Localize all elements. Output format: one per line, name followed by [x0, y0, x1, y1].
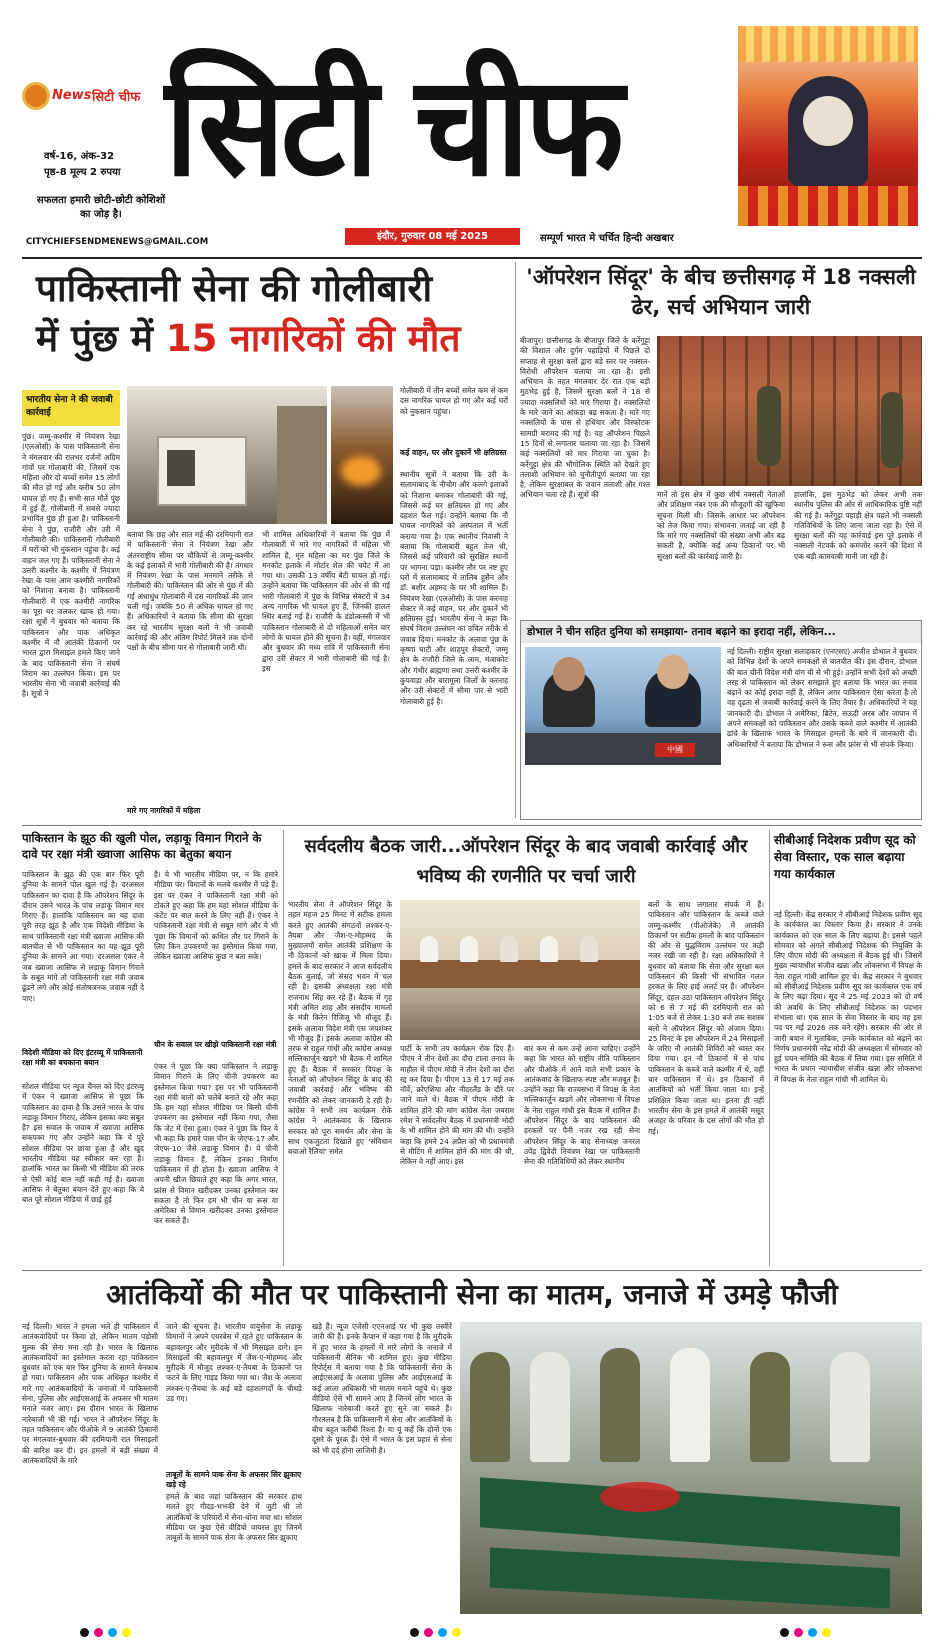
story3-photo: [525, 647, 721, 765]
divider: [769, 830, 770, 1266]
story1-col4b: स्थानीय सूत्रों ने बताया कि उरी के सलामाबाद के नीचोग और कलगे इलाकों को निशाना बनाकर गोलाबारी की गई, जिससे कई घर क्षतिग्रस्त हो गए और दहशत फैल गई। उन्होंने बताया कि नौ घायल नागरिकों को अस्पताल में भर्ती कराया गया है। एक स्थानीय निवासी ने बताया कि गोलाबारी बहुत तेज थी, जिससे कई परिवारों को सुरक्षित स्थानों पर भागना पड़ा। कश्मीर तौर पर नष्ट हुए घरों में सलामाबाद में तालिब हुसैन और डॉ. बशीर अहमद के घर भी शामिल हैं। नियंत्रण रेखा (एलओसी) के पास करनाह सेक्टर में कई वाहन, घर और दुकानें भी क्षतिग्रस्त हुई। भारतीय सेना ने कहा कि संघर्ष विराम उल्लंघन का उचित तरीके से जवाब दिया। मनकोट के अलावा पुंछ के कृष्णा घाटी और शाहपुर सेक्टरों, जम्मू क्षेत्र के राजौरी जिले के लाम, मंजाकोट और गंभीर ब्राह्मणा तथा उत्तरी कश्मीर के कुपवाड़ा और बारामूला जिलों के करनाह और उरी सेक्टरों में सीमा पार से भारी गोलाबारी हुई है।: [400, 470, 508, 706]
motto: सफलता हमारी छोटी-छोटी कोशिशों का जोड़ है।: [36, 195, 166, 220]
story-doval: [520, 620, 922, 820]
divider: [22, 1270, 922, 1271]
registration-dot: [438, 1628, 447, 1637]
registration-dot: [822, 1628, 831, 1637]
story4-headline: पाकिस्तान के झूठ की खुली पोल, लड़ाकू विमान गिराने के दावे पर रक्षा मंत्री ख्वाजा आसिफ का बेतुका बयान: [22, 831, 262, 861]
logo-circle-icon: [22, 82, 50, 110]
story-pakistan-firing: [22, 262, 512, 822]
story5-col1: भारतीय सेना ने ऑपरेशन सिंदूर के तहत महज 25 मिनट में सटीक हमला करते हुए आतंकी संगठनों लश्कर-ए-तैयबा और जैश-ए-मोहम्मद के मुख्यालयों समेत आतंकी प्रशिक्षण के नौ ठिकानों को खाक में मिला दिया। हमले के बाद सरकार ने आज सर्वदलीय बैठक बुलाई, जो संसद भवन में चल रही है। इसकी अध्यक्षता रक्षा मंत्री राजनाथ सिंह कर रहे हैं। बैठक में गृह मंत्री अमित शाह और संसदीय मामलों के मंत्री किरेन रिजिजू भी मौजूद हैं। इसके अलावा विदेश मंत्री एस जयशंकर भी मौजूद हैं। इसके अलावा कांग्रेस की तरफ से राहुल गांधी और कांग्रेस अध्यक्ष मल्लिकार्जुन खड़गे भी बैठक में शामिल हुए हैं। बैठक में सरकार विपक्ष के नेताओं को ऑपरेशन सिंदूर के बाद की जवाबी कार्रवाई और भविष्य की रणनीति को लेकर जानकारी दे रही है। कांग्रेस ने सभी तय कार्यक्रम रोके कांग्रेस ने आतंकवाद के खिलाफ सरकार को पूरा समर्थन और सेना के साथ एकजुटता दिखाते हुए 'संविधान बचाओ रैलियां' समेत: [288, 900, 392, 1157]
story4-col1: पाकिस्तान के झूठ की एक बार फिर पूरी दुनिया के सामने पोल खुल गई है। दरअसल पाकिस्तान का दावा है कि ऑपरेशन सिंदूर के दौरान उसने भारत के पांच लड़ाकू विमान मार गिराए हैं। हालांकि पाकिस्तान का यह दावा पूरी तरह झूठ है और एक विदेशी मीडिया के साथ पाकिस्तानी रक्षा मंत्री ख्वाजा आसिफ की बातचीत से भी पाकिस्तान का यह झूठ पूरी दुनिया के सामने आ गया। दरअसल एंकर ने जब ख्वाजा आसिफ से लड़ाकू विमान गिराने के सबूत मांगे तो पाकिस्तानी रक्षा मंत्री जवाब ढूंढने लगे और कोई संतोषजनक जवाब नहीं दे पाए।: [22, 870, 144, 1003]
story2-col2: मानें तो इस क्षेत्र में कुछ शीर्ष नक्सली नेताओं और प्रशिक्षण नंबर एक की मौजूदगी की खुफिया सूचना मिली थी। जिसके आधार पर ऑपरेशन को तेज किया गया। संभावना जताई जा रही है कि मारे गए नक्सलियों की संख्या अभी और बढ़ सकती है, क्योंकि कई अन्य ठिकानों पर भी सुरक्षा बलों की कार्रवाई जारी है।: [657, 490, 785, 561]
logo: [22, 80, 162, 114]
story1-headline-line2: [36, 316, 460, 362]
story3-photo-label: 中國: [655, 743, 695, 757]
story4-col2-sub: चीन के सवाल पर खीझे पाकिस्तानी रक्षा मंत्री: [154, 1040, 277, 1049]
story7-col1: नई दिल्ली। भारत ने हमला भले ही पाकिस्तान में आतंकवादियों पर किया हो, लेकिन मातम पड़ोसी मुल्क की सेना मना रही है। भारत के खिलाफ आतंकवादियों का इस्तेमाल करता रहा पाकिस्तान बुधवार को एक बार फिर दुनिया के सामने बेनकाब हो गया। पाकिस्तान और पाक अधिकृत कश्मीर में मारे गए आतंकवादियों के जनाजों में पाकिस्तानी सेना, पुलिस और आईएसआई के अफसर भी मातम मनाते नजर आए। इस दौरान भारत के खिलाफ नारेबाजी भी की गई। भारत ने ऑपरेशन सिंदूर के तहत पाकिस्तान और पीओके में 9 आतंकी ठिकानों पर मंगलवार-बुधवार की दरमियानी रात मिसाइलों की बारिश कर दी। इन हमलों में बड़ी संख्या में आतंकवादियों के मारे: [22, 1322, 158, 1465]
pages-price: पृष्ठ-8 मूल्य 2 रुपया: [44, 167, 121, 178]
story7-col2-sub: ताबूतों के सामने पाक सेना के अफसर सिर झुकाए खड़े रहे: [166, 1470, 302, 1489]
registration-dot: [108, 1628, 117, 1637]
divider: [22, 825, 922, 826]
masthead-rule: [22, 257, 922, 259]
story-all-party-meeting: [288, 832, 764, 1266]
story1-col4a: गोलीबारी में तीन बच्चों समेत कम से कम दस नागरिक घायल हो गए और कई घरों को नुकसान पहुंचा।: [400, 386, 508, 416]
story2-headline: 'ऑपरेशन सिंदूर' के बीच छत्तीसगढ़ में 18 नक्सली ढेर, सर्च अभियान जारी: [526, 265, 916, 319]
story-cbi-director: [774, 832, 922, 1266]
story1-kicker: भारतीय सेना ने की जवाबी कार्रवाई: [22, 390, 120, 426]
story5-col3: बार कम से कम उन्हें आना चाहिए। उन्होंने कहा कि भारत को राष्ट्रीय नीति पाकिस्तान और पीओके में आने वाले सभी प्रकार के आतंकवाद के खिलाफ स्पष्ट और मजबूत है। उन्होंने कहा कि राज्यसभा में विपक्ष के नेता मल्लिकार्जुन खड़गे और लोकसभा में विपक्ष के नेता राहुल गांधी इस बैठक में शामिल हैं। ऑपरेशन सिंदूर के बाद पाकिस्तान की हरकतों पर पैनी नजर रख रही सेना ऑपरेशन सिंदूर के बाद सेनाध्यक्ष जनरल उपेंद्र द्विवेदी नियंत्रण रेखा पर पाकिस्तानी सेना की गतिविधियों को लेकर स्थानीय: [524, 1044, 640, 1167]
story7-col3: खड़े हैं। न्यूज एजेंसी एएनआई पर भी कुछ तस्वीरें जारी की हैं। इनके कैप्शन में कहा गया है कि मुरीदके में हुए भारत के हमलों में मारे लोगों के जनाजे में पाकिस्तानी सैनिक भी शामिल हुए। कुछ मीडिया रिपोर्ट्स में बताया गया है कि पाकिस्तानी सेना के आईएसआई के अलावा पुलिस और आईएसआई के कई आला अधिकारी भी मातम मनाने पहुंचे थे। कुछ वीडियो ऐसे भी सामने आए हैं जिनमें लोग भारत के खिलाफ नारेबाजी करते हुए सुने जा सकते हैं। गौरतलब है कि पाकिस्तानी में सेना और आतंकियों के बीच बहुत करीबी रिश्ता है। या यूं कहें कि दोनों एक दूसरे के पूरक हैं। ऐसे में भारत के इस प्रहार से सेना को भी दर्द होना लाजिमी है।: [312, 1322, 452, 1455]
story-terrorist-funeral: [22, 1272, 922, 1622]
registration-dot: [780, 1628, 789, 1637]
masthead-title: सिटी चीफ: [165, 46, 621, 208]
story1-headline-line1: पाकिस्तानी सेना की गोलीबारी: [36, 267, 433, 310]
story7-col2: जाने की सूचना है। भारतीय वायुसेना के लड़ाकू विमानों ने अपने एयरबेस में रहते हुए पाकिस्तान के बहावलपुर और मुरीदके में भी मिसाइल दागे। इन मिसाइलों की बहावलपुर में जैश-ए-मोहम्मद और मुरीदके में मौजूद लश्कर-ए-तैयबा के ठिकानों पर फटने के लिए गाइड किया गया था। जैश के अलावा लश्कर-ए-तैयबा के कई बड़े दहशतगर्दों के चीथड़े उड़ गए।: [166, 1322, 302, 1404]
registration-dot: [424, 1628, 433, 1637]
story4-col2b: एंकर ने पूछा कि क्या पाकिस्तान ने लड़ाकू विमान गिराने के लिए चीनी उपकरण का इस्तेमाल किया गया? इस पर भी पाकिस्तानी रक्षा मंत्री बातों को चलेबे बनाते रहे और कहा कि हम यहां सोशल मीडिया पर किसी चीनी उपकरण का इस्तेमाल नहीं किया गया, जैसा कि जेट में ऐसा हुआ। एंकर ने पूछा कि फिर ये भी कहा कि हमारे पास चीन के जेएफ-17 और जेएफ-10 जैसे लड़ाकू विमान हैं। ये चीनी लड़ाकू विमान हैं, लेकिन इनका निर्माण पाकिस्तान में ही होता है। ख्वाजा आसिफ ने अपनी खीज छिपाते हुए कहा कि अगर भारत, फ्रांस से विमान खरीदकर उनका इस्तेमाल कर सकता है तो फिर हम भी चीन या रूस या अमेरिका से विमान खरीदकर उनका इस्तेमाल कर सकते हैं।: [154, 1062, 278, 1226]
story7-headline: आतंकियों की मौत पर पाकिस्तानी सेना का मातम, जनाजे में उमड़े फौजी: [106, 1278, 838, 1311]
story-khawaja-asif: [22, 830, 278, 1266]
registration-dot: [410, 1628, 419, 1637]
email: CITYCHIEFSENDMENEWS@GMAIL.COM: [26, 237, 209, 247]
story5-photo: [400, 900, 640, 1040]
registration-dot: [94, 1628, 103, 1637]
story1-headline-red: 15 नागरिकों की मौत: [165, 317, 461, 360]
story1-col4-sub: कई वाहन, घर और दुकानें भी क्षतिग्रस्त: [400, 448, 507, 457]
edition: वर्ष-16, अंक-32: [44, 151, 115, 162]
logo-name: सिटी चीफ: [92, 90, 141, 105]
story1-photo-1: [127, 386, 327, 524]
masthead: [0, 0, 945, 258]
tagline: सम्पूर्ण भारत मे चर्चित हिन्दी अखबार: [540, 233, 674, 244]
story2-col3: हालांकि, इस मुठभेड़ को लेकर अभी तक स्थानीय पुलिस की ओर से आधिकारिक पुष्टि नहीं की गई है। कर्रेगुट्टा पहाड़ी क्षेत्र पहले भी नक्सली गतिविधियों के लिए जाना जाता रहा है। ऐसे में सुरक्षा बलों की यह कार्रवाई इस पूरे इलाके में नक्सली नेटवर्क को कमजोर करने की दिशा में एक बड़ी कामयाबी मानी जा रही है।: [794, 490, 922, 561]
story2-photo: [657, 336, 922, 486]
story7-photo: [460, 1322, 922, 1614]
story6-headline: सीबीआई निदेशक प्रवीण सूद को सेवा विस्तार, एक साल बढ़ाया गया कार्यकाल: [774, 833, 916, 881]
divider: [515, 262, 516, 818]
story3-headline: डोभाल ने चीन सहित दुनिया को समझाया- तनाव बढ़ाने का इरादा नहीं, लेकिन...: [521, 621, 921, 643]
story1-col2: बताया कि छह और सात मई की दरमियानी रात में पाकिस्तानी सेना ने नियंत्रण रेखा और अंतरराष्ट्रीय सीमा पर चौकियों से जम्मू-कश्मीर के कई इलाकों में भारी गोलीबारी की है। तंगधार में नियंत्रण रेखा के पास मनमाने तरीके से गोलीबारी की। पाकिस्तान की ओर से पुंछ में की गई अंधाधुंध गोलाबारी में दस नागरिकों की जान चली गई। जबकि 50 से अधिक घायल हो गए हैं। अधिकारियों ने बताया कि सीमा की सुरक्षा कर रहे भारतीय सुरक्षा बलों ने भी जवाबी कार्रवाई की और अंतिम रिपोर्ट मिलने तक दोनों पक्षों के बीच सीमा पार से गोलाबारी जारी थी।: [127, 530, 253, 653]
story5-headline: सर्वदलीय बैठक जारी...ऑपरेशन सिंदूर के बाद जवाबी कार्रवाई और भविष्य की रणनीति पर चर्चा जारी: [304, 836, 748, 887]
story5-col2: पार्टी के सभी तय कार्यक्रम रोक दिए हैं। पीएम ने तीन देशों का दौरा टाला तनाव के माहौल में पीएम मोदी ने तीन देशों का दौरा रद्द कर दिया है। पीएम 13 से 17 मई तक नॉर्वे, क्रोएशिया और नीदरलैंड के दौरे पर जाने वाले थे। बैठक में पीएम मोदी के शामिल होने की मांग कांग्रेस नेता जयराम रमेश ने सर्वदलीय बैठक में प्रधानमंत्री मोदी के भी शामिल होने की मांग की थी। उन्होंने कहा कि हमने 24 अप्रैल को भी प्रधानमंत्री से मीटिंग में शामिल होने की मांग की थी, लेकिन वे नहीं आए। इस: [400, 1044, 514, 1167]
registration-dot: [794, 1628, 803, 1637]
story1-col3: भी शामिल अधिकारियों ने बताया कि पुंछ में गोलाबारी में मारे गए नागरिकों में महिला भी शामिल है, मृत महिला का घर पुंछ जिले के मनकोट इलाके में मोर्टार शेल की चपेट में आ गया था। उसकी 13 वर्षीय बेटी घायल हो गई। उन्होंने बताया कि पाकिस्तान की ओर से की गई भारी गोलाबारी में पुंछ के विभिन्न सेक्टरों में 34 अन्य नागरिक भी घायल हुए हैं, जिनकी हालत स्थिर बताई गई है। राजौरी के डंडोत्कस्सी में भी पाकिस्तान गोलाबारी से दो महिलाओं समेत चार लोगों के घायल होने की सूचना है। वहीं, मंगलवार और बुधवार की मध्य रात्रि में पाकिस्तानी सेना द्वारा उरी सेक्टर में भारी गोलाबारी की गई है। इस: [262, 530, 390, 673]
story3-text: नई दिल्ली। राष्ट्रीय सुरक्षा सलाहकार (एनएसए) अजीत डोभाल ने बुधवार को विभिन्न देशों के अपने समकक्षों से बातचीत की। इस दौरान, डोभाल की बात चीनी विदेश मंत्री वांग यी से भी हुई। उन्होंने सभी देशों को अच्छी तरह से पाकिस्तान को लेकर समझाते हुए बताया कि भारत का तनाव बढ़ाने का कोई इरादा नहीं है, लेकिन अगर पाकिस्तान ऐसा करता है तो वह दृढ़ता से जवाबी कार्रवाई करने के लिए तैयार है। अधिकारियों ने यह जानकारी दी। डोभाल ने अमेरिका, ब्रिटेन, सऊदी अरब और जापान में अपने समकक्षों को पाकिस्तान और उसके कब्जे वाले कश्मीर में आतंकी ढांचे के खिलाफ भारत के मिसाइल हमलों के बारे में जानकारी दी। अधिकारियों ने बताया कि डोभाल ने रूस और फ्रांस से भी संपर्क किया।: [727, 647, 917, 749]
story1-col1: पुंछ। जम्मू-कश्मीर में नियंत्रण रेखा (एलओसी) के पास पाकिस्तानी सेना ने मंगलवार की रातभर दर्जनों अग्रिम गांवों पर गोलाबारी की, जिसमें एक महिला और दो बच्चों समेत 15 लोगों की मौत हो गई और करीब 50 लोग घायल हो गए हैं। सभी सात मौतें पुंछ में हुई हैं, गोलीबारी में सबसे ज्यादा प्रभावित पुंछ ही हुआ है। पाकिस्तानी सेना ने पुंछ, राजौरी और उरी में गोलीबारी की। पाकिस्तानी गोलीबारी में घरों को भी नुकसान पहुंचा है। कई वाहन जल गए हैं। पाकिस्तानी सेना ने उत्तरी कश्मीर के कश्मीर में नियंत्रण रेखा के पास आम कश्मीरी नागरिकों को निशाना बनाया है। पाकिस्तानी गोलीबारी में एक कश्मीरी नागरिक का पूरा घर जलकर खाक हो गया। रक्षा सूत्रों ने बुधवार को बताया कि पाकिस्तान और पाक अधिकृत कश्मीर में नौ आतंकी ठिकानों पर भारत द्वारा मिसाइल हमले किए जाने के बाद पाकिस्तानी सेना ने संघर्ष विराम का उल्लंघन किया। इस पर भारतीय सेना भी जवाबी कार्रवाई की है। सूत्रों ने: [22, 432, 120, 699]
deity-photo: [738, 26, 918, 226]
story1-col2-sub: मारे गए नागरिकों में महिला: [127, 806, 201, 815]
story-naxal: [520, 262, 922, 612]
story4-col1b: सोशल मीडिया पर न्यूज चैनल को दिए इंटरव्यू में एंकर ने ख्वाजा आसिफ से पूछा कि पाकिस्तान का दावा है कि उसने भारत के पांच लड़ाकू विमान गिराए, लेकिन इसका क्या सबूत है? इस सवाल के जवाब में ख्वाजा आसिफ सकपका गए और उन्होंने कहा कि ये पूरे सोशल मीडिया पर छाया हुआ है और खुद भारतीय मीडिया यह स्वीकार कर रहा है। हालांकि भारत का किसी भी मीडिया की तरफ से ऐसी कोई बात नहीं कही गई है। ख्वाजा आसिफ ने बेतुका बयान देते हुए कहा कि ये बात पूरे सोशल मीडिया में छाई हुई: [22, 1082, 144, 1205]
logo-news: News: [52, 88, 92, 103]
registration-dot: [452, 1628, 461, 1637]
registration-dot: [808, 1628, 817, 1637]
divider: [283, 830, 284, 1266]
dateline: इंदौर, गुरुवार 08 मई 2025: [345, 228, 520, 245]
registration-dot: [80, 1628, 89, 1637]
story2-col1: बीजापुर। छत्तीसगढ़ के बीजापुर जिले के कर्रेगुट्टा की विशाल और दुर्गम पहाड़ियों में पिछले दो सप्ताह से सुरक्षा बलों द्वारा बड़े स्तर पर नक्सल-विरोधी ऑपरेशन चलाया जा रहा है। इसी अभियान के तहत मंगलवार देर रात एक बड़ी मुठभेड़ हुई है, जिसमें सुरक्षा बलों ने 18 से ज्यादा नक्सलियों को मार गिराया है। नक्सलियों के मारे जाने का आंकड़ा बढ़ सकता है। मारे गए नक्सलियों के पास से हथियार और विस्फोटक सामग्री बरामद की गई है। यह ऑपरेशन पिछले 15 दिनों से लगातार चलाया जा रहा है। जिसमें कई नक्सलियों को मार गिराया जा चुका है। कर्रेगुट्टा क्षेत्र की भौगोलिक स्थिति को देखते हुए तलाशी अभियान को चुनौतीपूर्ण बताया जा रहा है, लेकिन सुरक्षाबल के जवान तलाशी और गश्त अभियान चला रहे हैं। सूत्रों की: [520, 336, 650, 500]
story1-headline-part2: में पुंछ में: [36, 317, 166, 360]
story7-col2b: हमले के बाद जहां पाकिस्तान की सरकार हाथ मलते हुए गीदड़-भभकी देने में जुटी थी तो आतंकियों के परिवारों में सेना-धोना मचा था। सोशल मीडिया पर कुछ ऐसे वीडियो वायरल हुए जिनमें ताबूतों के सामने पाक सेना के अफसर सिर झुकाए: [166, 1492, 302, 1543]
registration-dot: [122, 1628, 131, 1637]
story1-photo-2: [331, 386, 393, 524]
story6-text: नई दिल्ली। केंद्र सरकार ने सीबीआई निदेशक प्रवीण सूद के कार्यकाल का विस्तार किया है। सरकार ने उनके कार्यकाल को एक साल के लिए बढ़ाया है। इससे पहले सोमवार को अगले सीबीआई निदेशक की नियुक्ति के लिए पीएम मोदी की अध्यक्षता में बैठक हुई थी। जिसमें मुख्य न्यायाधीश संजीव खन्ना और लोकसभा में विपक्ष के नेता राहुल गांधी शामिल हुए थे। केंद्र सरकार ने बुधवार को सीबीआई निदेशक प्रवीण सूद का कार्यकाल एक वर्ष के लिए बढ़ा दिया। सूद ने 25 मई 2023 को दो वर्ष की अवधि के लिए सीबीआई निदेशक का पदभार संभाला था। एक साल के सेवा विस्तार के बाद वह इस पद पर मई 2026 तक बने रहेंगे। सरकार की ओर से जारी बयान में मुताबिक, उनके कार्यकाल को बढ़ाने का निर्णय प्रधानमंत्री नरेंद्र मोदी की अध्यक्षता में सोमवार को हुई चयन समिति की बैठक में लिया गया। इस समिति में भारत के प्रधान न्यायाधीश संजीव खन्ना और लोकसभा में विपक्ष के नेता राहुल गांधी भी शामिल थे।: [774, 910, 922, 1084]
registration-marks: [80, 1628, 880, 1638]
story4-col1-sub: विदेशी मीडिया को दिए इंटरव्यू में पाकिस्तानी रक्षा मंत्री का बचकाना बयान: [22, 1048, 143, 1067]
story4-col2: है। ये भी भारतीय मीडिया पर, न कि हमारे मीडिया पर। विमानों के मलबे कश्मीर में पड़े हैं। इस पर एंकर ने पाकिस्तानी रक्षा मंत्री को टोकते हुए कहा कि हम यहां सोशल मीडिया के कंटेंट पर बात करने के लिए नहीं हैं। एंकर ने पाकिस्तानी रक्षा मंत्री से सबूत मांगे और ये भी पूछा कि विमानों को कथित तौर पर गिराने के लिए किन उपकरणों का इस्तेमाल किया गया, लेकिन ख्वाजा आसिफ कुछ न बता सके।: [154, 870, 278, 962]
story5-col4: बलों के साथ लगातार संपर्क में हैं। पाकिस्तान और पाकिस्तान के कब्जे वाले जम्मू-कश्मीर (पीओजेके) में आतंकी ठिकानों पर सटीक हमलों के बाद पाकिस्तान की ओर से युद्धविराम उल्लंघन पर कड़ी नजर रखी जा रही है। रक्षा अधिकारियों ने बुधवार को बताया कि सेना और सुरक्षा बल पाकिस्तान की किसी भी संभावित गलत हरकत के लिए हाई अलर्ट पर हैं। ऑपरेशन सिंदूर, दहल उठा पाकिस्तान ऑपरेशन सिंदूर को 6 से 7 मई की दरमियानी रात को 1:05 बजे से लेकर 1:30 बजे तक सशस्त्र बलों ने ऑपरेशन सिंदूर को अंजाम दिया। 25 मिनट के इस ऑपरेशन में 24 मिसाइलों के जरिए नौ आतंकी शिविरों को ध्वस्त कर दिया गया। इन नौ ठिकानों में से पांच पाकिस्तान के कब्जे वाले कश्मीर में थे, वहीं चार पाकिस्तान में थे। इन ठिकानों में आतंकियों को भर्ती किया जाता था। इन्हें प्रशिक्षित किया जाता था। इतना ही नहीं भारतीय सेना के इस हमले में आतंकी मसूद अजहर के परिवार के दस लोगों की मौत हो गई।: [648, 900, 764, 1136]
